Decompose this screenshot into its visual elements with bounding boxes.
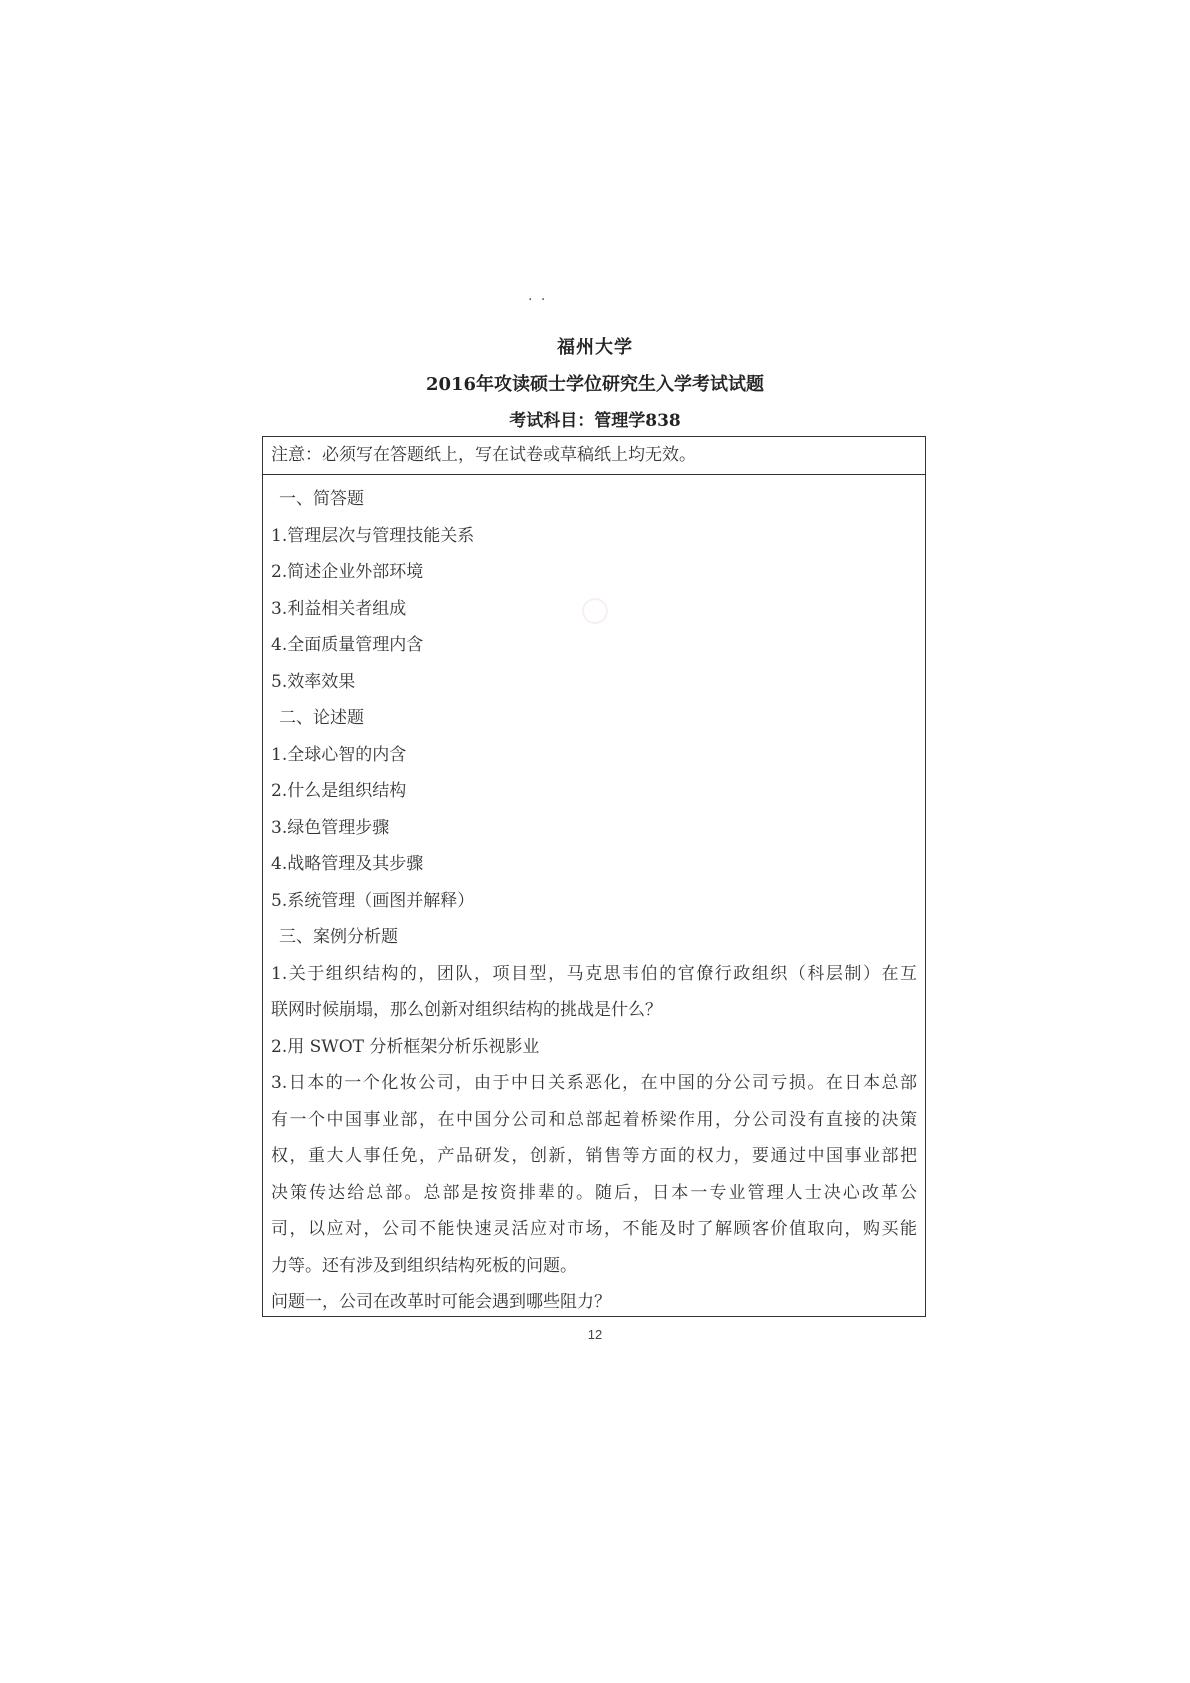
faint-watermark: [582, 598, 608, 624]
question-item: 1.管理层次与管理技能关系: [271, 525, 475, 546]
question-sheet: [262, 436, 926, 1317]
case-question-3-line: 司，以应对，公司不能快速灵活应对市场，不能及时了解顾客价值取向，购买能: [271, 1219, 917, 1239]
case-question-1-line: 联网时候崩塌，那么创新对组织结构的挑战是什么？: [271, 1000, 662, 1020]
question-item: 2.什么是组织结构: [271, 781, 407, 801]
question-item: 3.绿色管理步骤: [271, 817, 390, 838]
case-question-2: 2.用 SWOT 分析框架分析乐视影业: [271, 1036, 540, 1057]
case-question-1-line: 1.关于组织结构的，团队，项目型，马克思韦伯的官僚行政组织（科层制）在互: [271, 963, 917, 984]
exam-subject: 考试科目：管理学838: [509, 411, 681, 431]
question-item: 1.全球心智的内含: [271, 744, 407, 765]
question-item: 4.全面质量管理内含: [271, 635, 424, 655]
question-item: 3.利益相关者组成: [271, 598, 407, 619]
section-title-short-answer: 一、简答题: [279, 489, 364, 509]
section-title-essay: 二、论述题: [279, 708, 364, 728]
case-question-3-line: 力等。还有涉及到组织结构死板的问题。: [271, 1255, 577, 1276]
school-name: 福州大学: [557, 337, 633, 358]
exam-title: 2016年攻读硕士学位研究生入学考试试题: [425, 374, 765, 395]
question-item: 2.简述企业外部环境: [271, 562, 424, 582]
case-question-3-line: 有一个中国事业部，在中国分公司和总部起着桥梁作用，分公司没有直接的决策: [271, 1109, 917, 1130]
case-question-3-line: 权，重大人事任免，产品研发，创新，销售等方面的权力，要通过中国事业部把: [271, 1146, 917, 1166]
case-question-3-line: 3.日本的一个化妆公司，由于中日关系恶化，在中国的分公司亏损。在日本总部: [271, 1073, 917, 1093]
scan-mark: . .: [528, 288, 548, 304]
case-question-3-line: 决策传达给总部。总部是按资排辈的。随后，日本一专业管理人士决心改革公: [271, 1182, 917, 1203]
question-item: 5.系统管理（画图并解释）: [271, 890, 475, 911]
notice: 注意：必须写在答题纸上，写在试卷或草稿纸上均无效。: [263, 437, 925, 475]
question-item: 5.效率效果: [271, 671, 356, 692]
section-title-case-analysis: 三、案例分析题: [279, 927, 398, 947]
page-number: 12: [587, 1327, 603, 1342]
question-item: 4.战略管理及其步骤: [271, 854, 424, 874]
case-question-3-sub-question: 问题一，公司在改革时可能会遇到哪些阻力？: [271, 1292, 611, 1312]
